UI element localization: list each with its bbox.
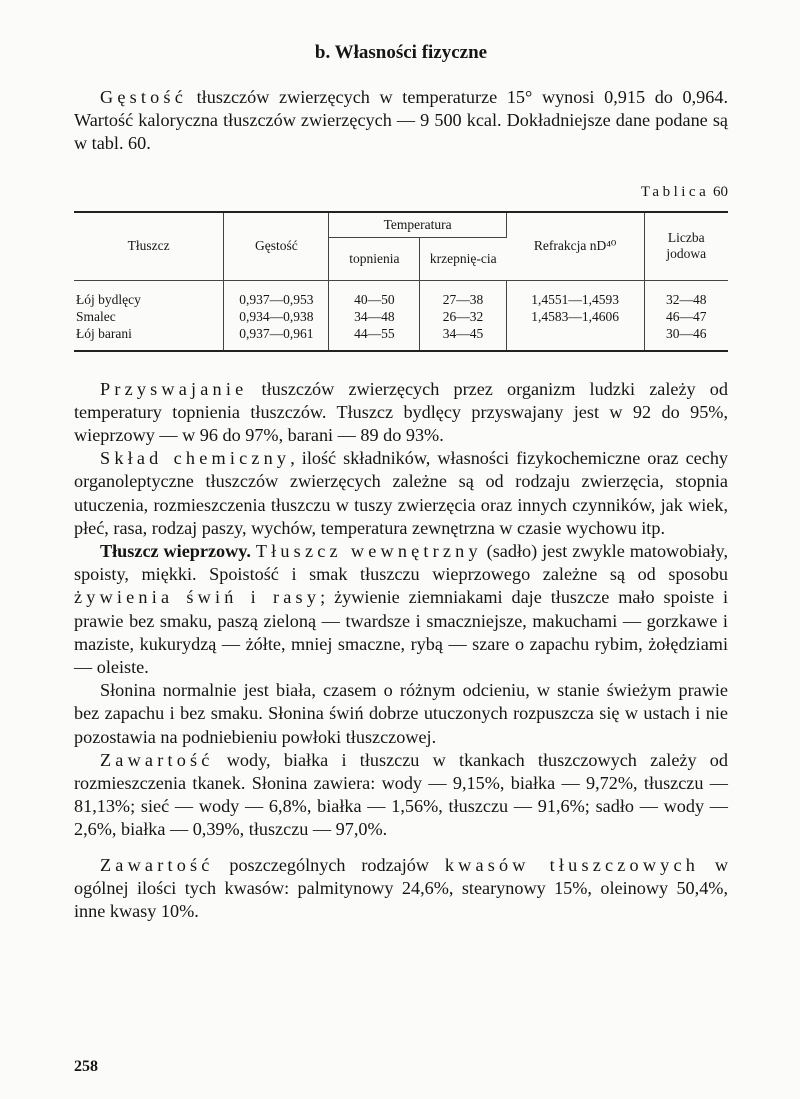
table-row <box>74 308 728 325</box>
cell-iodine: 46—47 <box>666 308 707 324</box>
cell-density: 0,934—0,938 <box>224 308 329 325</box>
paragraph-composition <box>74 447 728 540</box>
cell-refraction: 1,4583—1,4606 <box>506 308 644 325</box>
page-number: 258 <box>74 1058 98 1075</box>
header-refraction: Refrakcja nD⁴⁰ <box>506 212 644 281</box>
header-solidification: krzepnię-cia <box>420 237 507 280</box>
paragraph-text: Słonina normalnie jest biała, czasem o różnym odcieniu, w stanie świeżym prawie bez zapachu i bez smaku. Słonina świń dobrze utuczonych rozpuszcza się w ustach i nie pozostawia na podniebieniu powłoki tłuszczowej. <box>74 680 728 747</box>
header-melting: topnienia <box>329 237 420 280</box>
header-fat: Tłuszcz <box>74 212 224 281</box>
paragraph-text: , ilość składników, własności fizykochemiczne oraz cechy organoleptyczne tłuszczów zwierzęcych zależne są od rodzaju zwierzęcia, stopnia utuczenia, rozmieszczenia tłuszczu w tuszy zwierzęcia oraz innych czynników, jak wiek, płeć, rasa, rodzaj paszy, wychów, temperatura zewnętrzna w czasie wychowu itp. <box>74 448 729 538</box>
paragraph-pork-fat <box>74 540 728 679</box>
spaced-term: Skład chemiczny <box>100 448 291 469</box>
paragraph-absorption <box>74 378 728 448</box>
table-row <box>74 325 728 351</box>
paragraph-text: wody, białka i tłuszczu w tkankach tłuszczowych zależy od rozmieszczenia tkanek. Słonina zawiera: wody — 9,15%, białka — 9,72%, tłuszczu — 81,13%; sieć — wody — 6,8%, białka — 1,56%, tłuszczu — 91,6%; sadło — wody — 2,6%, białka — 0,39%, tłuszczu — 97,0%. <box>74 749 728 840</box>
paragraph-content <box>74 749 728 842</box>
spaced-term: Zawartość <box>100 749 214 770</box>
cell-melting: 44—55 <box>329 325 420 351</box>
paragraph-fatty-acids <box>74 854 728 924</box>
cell-fat: Łój bydlęcy <box>74 280 224 308</box>
spaced-term: Gęstość <box>100 87 187 107</box>
page-content <box>74 0 728 923</box>
table-label-number: 60 <box>713 183 728 200</box>
cell-fat: Łój barani <box>74 325 224 351</box>
cell-solid: 26—32 <box>420 308 507 325</box>
paragraph-text: (sadło) jest zwykle matowobiały, spoisty, miękki. Spoistość i smak tłuszczu wieprzowego zależne są od sposobu <box>74 541 729 585</box>
paragraph-text: poszczególnych rodzajów <box>213 854 445 875</box>
paragraph-density <box>74 86 728 156</box>
cell-iodine: 30—46 <box>666 325 707 341</box>
cell-refraction <box>506 325 644 351</box>
paragraph-text: w ogólnej ilości tych kwasów: palmitynowy 24,6%, stearynowy 15%, oleinowy 50,4%, inne kwasy 10%. <box>74 854 729 922</box>
cell-density: 0,937—0,953 <box>224 280 329 308</box>
paragraph-text: tłuszczów zwierzęcych przez organizm ludzki zależy od temperatury topnienia tłuszczów. Tłuszcz bydlęcy przyswajany jest w 92 do 95%, wieprzowy — w 96 do 97%, barani — 89 do 93%. <box>74 378 728 446</box>
table-caption <box>74 184 728 201</box>
spaced-term: żywienia świń i rasy <box>74 587 321 608</box>
cell-fat: Smalec <box>74 308 224 325</box>
header-density: Gęstość <box>224 212 329 281</box>
cell-iodine: 32—48 <box>666 291 707 307</box>
paragraph-lard <box>74 679 728 749</box>
header-temperature: Temperatura <box>329 212 506 238</box>
paragraph-text: tłuszczów zwierzęcych w temperaturze 15° wynosi 0,915 do 0,964. Wartość kaloryczna tłuszczów zwierzęcych — 9 500 kcal. Dokładniejsze dane podane są w tabl. 60. <box>74 87 728 154</box>
bold-term: Tłuszcz wieprzowy. <box>100 541 251 562</box>
spaced-term: Zawartość <box>100 854 214 875</box>
table-label-word: Tablica <box>640 183 710 200</box>
header-iodine: Liczba jodowa <box>644 212 728 281</box>
spaced-term: kwasów tłuszczowych <box>444 854 700 875</box>
cell-solid: 27—38 <box>420 280 507 308</box>
section-heading: b. Własności fizyczne <box>314 42 488 63</box>
paragraph-text: ; żywienie ziemniakami daje tłuszcze mało spoiste i prawie bez smaku, paszą zieloną — twardsze i smaczniejsze, makuchami — gorzkawe i maziste, kukurydzą — żółte, mniej smaczne, rybą — szare o zapachu rybim, żołędziami — oleiste. <box>74 587 728 678</box>
cell-density: 0,937—0,961 <box>224 325 329 351</box>
fat-properties-table <box>74 211 728 352</box>
cell-solid: 34—45 <box>420 325 507 351</box>
table-row <box>74 280 728 308</box>
spaced-term: Tłuszcz wewnętrzny <box>255 541 482 562</box>
cell-melting: 40—50 <box>329 280 420 308</box>
spaced-term: Przyswajanie <box>100 378 248 399</box>
cell-refraction: 1,4551—1,4593 <box>506 280 644 308</box>
cell-melting: 34—48 <box>329 308 420 325</box>
